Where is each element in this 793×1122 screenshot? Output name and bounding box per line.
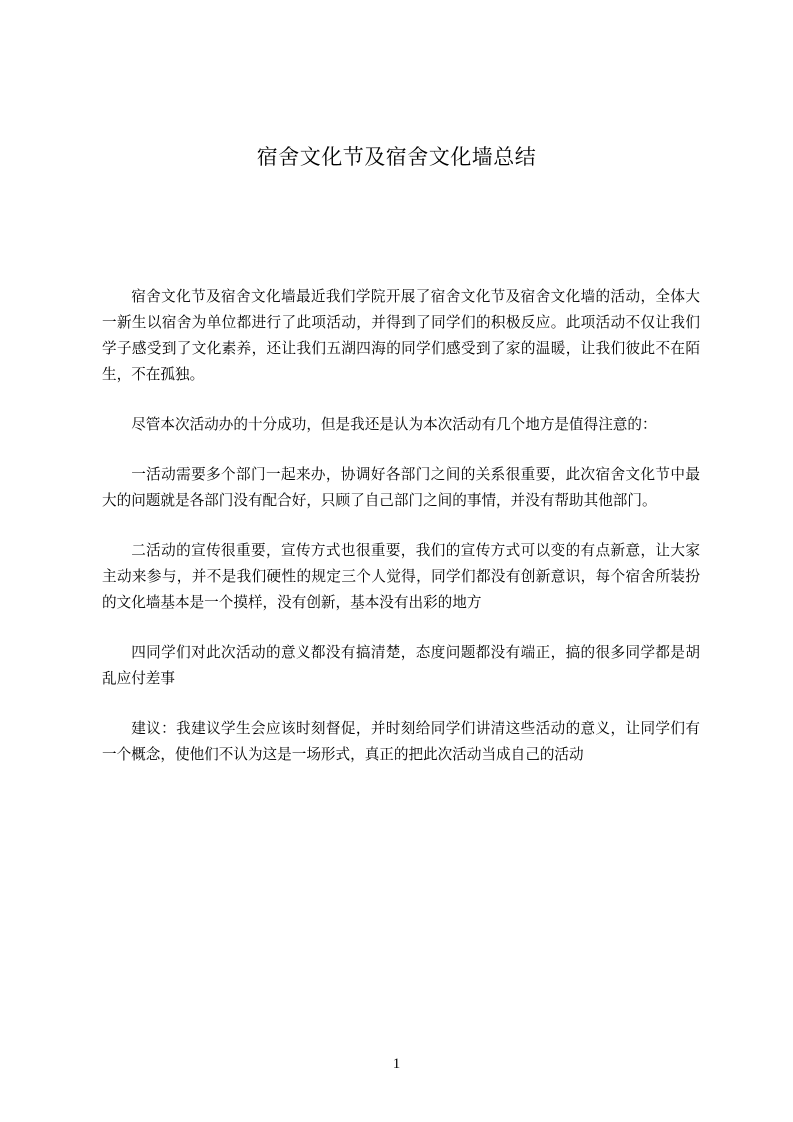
document-body <box>102 284 700 792</box>
paragraph-point-four: 四同学们对此次活动的意义都没有搞清楚，态度问题都没有端正，搞的很多同学都是胡乱应付差事 <box>102 644 700 687</box>
page-number: 1 <box>392 1056 401 1072</box>
paragraph-intro: 宿舍文化节及宿舍文化墙最近我们学院开展了宿舍文化节及宿舍文化墙的活动，全体大一新生以宿舍为单位都进行了此项活动，并得到了同学们的积极反应。此项活动不仅让我们学子感受到了文化素养，还让我们五湖四海的同学们感受到了家的温暖，让我们彼此不在陌生，不在孤独。 <box>102 288 700 383</box>
page-title: 宿舍文化节及宿舍文化墙总结 <box>256 145 537 169</box>
paragraph-point-two: 二活动的宣传很重要，宣传方式也很重要，我们的宣传方式可以变的有点新意，让大家主动来参与，并不是我们硬性的规定三个人觉得，同学们都没有创新意识，每个宿舍所装扮的文化墙基本是一个摸样，没有创新，基本没有出彩的地方 <box>102 542 700 611</box>
paragraph-suggestion: 建议：我建议学生会应该时刻督促，并时刻给同学们讲清这些活动的意义，让同学们有一个概念，使他们不认为这是一场形式，真正的把此次活动当成自己的活动 <box>102 720 700 763</box>
paragraph-point-one: 一活动需要多个部门一起来办，协调好各部门之间的关系很重要，此次宿舍文化节中最大的问题就是各部门没有配合好，只顾了自己部门之间的事情，并没有帮助其他部门。 <box>102 466 700 509</box>
paragraph-concerns: 尽管本次活动办的十分成功，但是我还是认为本次活动有几个地方是值得注意的： <box>131 416 657 433</box>
